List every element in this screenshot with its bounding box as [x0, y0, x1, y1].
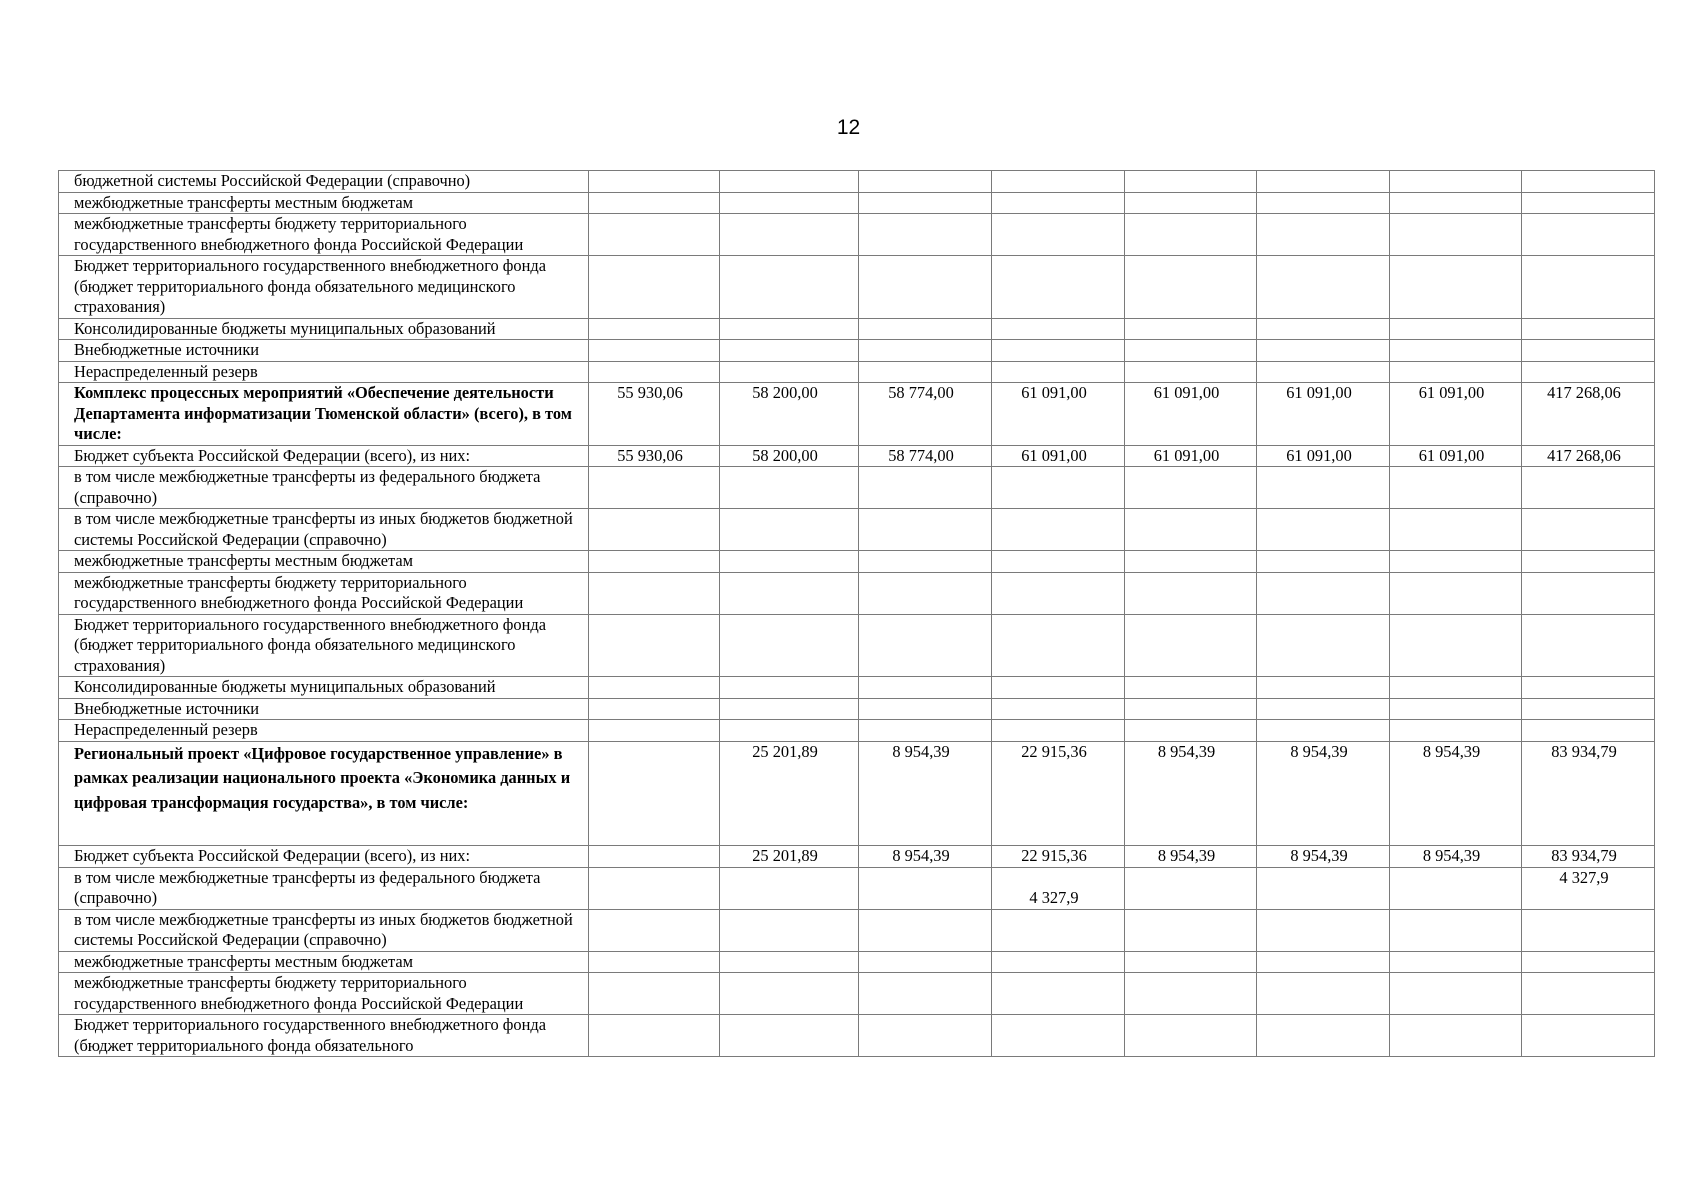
value-cell	[1390, 614, 1522, 677]
value-cell	[1125, 572, 1257, 614]
value-cell	[992, 192, 1125, 214]
value-cell: 55 930,06	[589, 383, 720, 446]
value-cell	[589, 741, 720, 846]
value-cell	[859, 318, 992, 340]
value-cell	[1257, 1015, 1390, 1057]
value-cell	[1257, 214, 1390, 256]
value-cell	[859, 171, 992, 193]
value-cell	[720, 551, 859, 573]
value-cell	[992, 572, 1125, 614]
value-cell	[1125, 340, 1257, 362]
value-cell	[1390, 467, 1522, 509]
table-row	[59, 467, 1655, 509]
value-cell: 22 915,36	[992, 846, 1125, 868]
value-cell: 83 934,79	[1522, 741, 1655, 846]
value-cell	[1390, 909, 1522, 951]
value-cell	[1125, 720, 1257, 742]
value-cell	[859, 192, 992, 214]
table-row	[59, 509, 1655, 551]
value-cell	[1390, 677, 1522, 699]
value-cell	[720, 973, 859, 1015]
value-cell	[1390, 318, 1522, 340]
value-cell	[720, 340, 859, 362]
value-cell	[859, 973, 992, 1015]
value-cell	[1257, 720, 1390, 742]
value-cell	[720, 867, 859, 909]
row-label: Бюджет территориального государственного внебюджетного фонда (бюджет территориального фонда обязательного	[59, 1015, 589, 1057]
row-label: Бюджет территориального государственного внебюджетного фонда (бюджет территориального фонда обязательного медицинского страхования)	[59, 256, 589, 319]
row-label: в том числе межбюджетные трансферты из федерального бюджета (справочно)	[59, 867, 589, 909]
value-cell	[1522, 192, 1655, 214]
value-cell	[589, 973, 720, 1015]
value-cell	[1125, 192, 1257, 214]
value-cell	[859, 256, 992, 319]
value-cell	[1522, 256, 1655, 319]
row-label: Внебюджетные источники	[59, 698, 589, 720]
value-cell	[720, 171, 859, 193]
table-row	[59, 951, 1655, 973]
value-cell	[1257, 509, 1390, 551]
value-cell	[720, 318, 859, 340]
value-cell	[1390, 214, 1522, 256]
value-cell	[859, 720, 992, 742]
value-cell	[1125, 467, 1257, 509]
value-cell	[1390, 951, 1522, 973]
value-cell	[992, 720, 1125, 742]
row-label: Региональный проект «Цифровое государственное управление» в рамках реализации национального проекта «Экономика данных и цифровая трансформация государства», в том числе:	[59, 741, 589, 846]
value-cell	[859, 951, 992, 973]
value-cell	[720, 1015, 859, 1057]
value-cell: 22 915,36	[992, 741, 1125, 846]
value-cell	[992, 1015, 1125, 1057]
value-cell	[1257, 614, 1390, 677]
value-cell	[1390, 867, 1522, 909]
value-cell	[1390, 973, 1522, 1015]
value-cell	[1125, 698, 1257, 720]
value-cell	[1522, 614, 1655, 677]
table-row	[59, 572, 1655, 614]
value-cell	[992, 677, 1125, 699]
value-cell	[1522, 698, 1655, 720]
value-cell	[992, 614, 1125, 677]
value-cell	[1125, 951, 1257, 973]
value-cell	[1390, 698, 1522, 720]
value-cell	[589, 340, 720, 362]
row-label: в том числе межбюджетные трансферты из иных бюджетов бюджетной системы Российской Федерации (справочно)	[59, 909, 589, 951]
value-cell	[992, 509, 1125, 551]
value-cell	[992, 214, 1125, 256]
table-body	[59, 171, 1655, 1057]
value-cell	[1522, 1015, 1655, 1057]
value-cell	[589, 951, 720, 973]
table-row	[59, 551, 1655, 573]
value-cell	[1522, 720, 1655, 742]
value-cell	[859, 509, 992, 551]
value-cell	[1390, 551, 1522, 573]
value-cell: 58 200,00	[720, 383, 859, 446]
value-cell	[720, 951, 859, 973]
value-cell	[589, 551, 720, 573]
value-cell	[1257, 256, 1390, 319]
page-number: 12	[836, 116, 861, 139]
table-row	[59, 867, 1655, 909]
value-cell	[1522, 318, 1655, 340]
row-label: Консолидированные бюджеты муниципальных образований	[59, 677, 589, 699]
table-row	[59, 361, 1655, 383]
value-cell	[1257, 551, 1390, 573]
value-cell: 61 091,00	[1390, 383, 1522, 446]
value-cell	[589, 171, 720, 193]
value-cell: 8 954,39	[1390, 741, 1522, 846]
row-label: бюджетной системы Российской Федерации (справочно)	[59, 171, 589, 193]
table-row	[59, 973, 1655, 1015]
value-cell	[992, 551, 1125, 573]
value-cell	[589, 192, 720, 214]
value-cell	[1125, 551, 1257, 573]
value-cell	[859, 361, 992, 383]
value-cell: 61 091,00	[1257, 445, 1390, 467]
value-cell	[1522, 171, 1655, 193]
value-cell	[1125, 361, 1257, 383]
row-label: в том числе межбюджетные трансферты из федерального бюджета (справочно)	[59, 467, 589, 509]
value-cell	[992, 361, 1125, 383]
value-cell	[1257, 171, 1390, 193]
value-cell	[1522, 340, 1655, 362]
value-cell: 58 774,00	[859, 445, 992, 467]
value-cell	[720, 720, 859, 742]
value-cell	[1390, 720, 1522, 742]
value-cell	[1522, 361, 1655, 383]
value-cell	[1125, 1015, 1257, 1057]
value-cell	[589, 698, 720, 720]
value-cell	[859, 214, 992, 256]
value-cell	[1257, 572, 1390, 614]
value-cell	[720, 214, 859, 256]
value-cell: 417 268,06	[1522, 383, 1655, 446]
value-cell	[1522, 509, 1655, 551]
table-row	[59, 256, 1655, 319]
value-cell: 25 201,89	[720, 846, 859, 868]
value-cell	[589, 214, 720, 256]
value-cell	[992, 867, 1125, 909]
value-cell	[589, 867, 720, 909]
table-row	[59, 909, 1655, 951]
value-cell	[992, 171, 1125, 193]
value-cell	[1390, 572, 1522, 614]
row-label: межбюджетные трансферты бюджету территориального государственного внебюджетного фонда Российской Федерации	[59, 572, 589, 614]
value-cell	[1522, 551, 1655, 573]
value-cell	[859, 1015, 992, 1057]
value-cell: 61 091,00	[992, 383, 1125, 446]
value-cell	[1125, 677, 1257, 699]
value-cell	[992, 909, 1125, 951]
value-cell: 417 268,06	[1522, 445, 1655, 467]
value-cell: 8 954,39	[1125, 741, 1257, 846]
table-row	[59, 445, 1655, 467]
row-label: межбюджетные трансферты бюджету территориального государственного внебюджетного фонда Российской Федерации	[59, 973, 589, 1015]
table-row	[59, 677, 1655, 699]
value-cell: 8 954,39	[859, 846, 992, 868]
value-cell: 61 091,00	[992, 445, 1125, 467]
value-cell	[1257, 361, 1390, 383]
value-cell	[992, 951, 1125, 973]
table-row	[59, 614, 1655, 677]
value-cell	[1125, 909, 1257, 951]
value-cell	[1390, 256, 1522, 319]
value-cell	[1522, 951, 1655, 973]
table-row	[59, 318, 1655, 340]
value-cell	[589, 361, 720, 383]
value-cell	[1522, 909, 1655, 951]
value-cell	[859, 614, 992, 677]
value-cell	[859, 551, 992, 573]
value-cell	[720, 256, 859, 319]
value-cell	[589, 909, 720, 951]
value-cell	[1390, 361, 1522, 383]
value-cell	[720, 698, 859, 720]
value-cell	[859, 467, 992, 509]
value-cell	[1390, 340, 1522, 362]
value-cell	[859, 909, 992, 951]
value-cell-text: 4 327,9	[1029, 887, 1079, 907]
value-cell	[1125, 509, 1257, 551]
value-cell	[992, 467, 1125, 509]
value-cell	[859, 698, 992, 720]
value-cell: 58 200,00	[720, 445, 859, 467]
value-cell	[1257, 867, 1390, 909]
row-label: Бюджет субъекта Российской Федерации (всего), из них:	[59, 846, 589, 868]
value-cell	[589, 318, 720, 340]
value-cell: 8 954,39	[1257, 846, 1390, 868]
value-cell	[992, 340, 1125, 362]
table-row	[59, 720, 1655, 742]
value-cell	[992, 318, 1125, 340]
row-label: Внебюджетные источники	[59, 340, 589, 362]
value-cell	[589, 467, 720, 509]
value-cell	[589, 1015, 720, 1057]
value-cell: 61 091,00	[1390, 445, 1522, 467]
value-cell	[1125, 214, 1257, 256]
value-cell	[1257, 973, 1390, 1015]
value-cell: 8 954,39	[1390, 846, 1522, 868]
table-row	[59, 214, 1655, 256]
value-cell: 61 091,00	[1125, 383, 1257, 446]
value-cell	[1257, 318, 1390, 340]
row-label: Бюджет территориального государственного внебюджетного фонда (бюджет территориального фонда обязательного медицинского страхования)	[59, 614, 589, 677]
row-label: межбюджетные трансферты местным бюджетам	[59, 951, 589, 973]
value-cell: 25 201,89	[720, 741, 859, 846]
value-cell	[589, 614, 720, 677]
table-row-section-header	[59, 741, 1655, 846]
value-cell: 8 954,39	[1257, 741, 1390, 846]
row-label: межбюджетные трансферты местным бюджетам	[59, 551, 589, 573]
value-cell	[1257, 951, 1390, 973]
value-cell	[720, 909, 859, 951]
row-label: межбюджетные трансферты местным бюджетам	[59, 192, 589, 214]
value-cell	[859, 867, 992, 909]
table-row	[59, 171, 1655, 193]
value-cell	[1522, 677, 1655, 699]
value-cell	[992, 698, 1125, 720]
value-cell	[720, 361, 859, 383]
value-cell	[1522, 572, 1655, 614]
value-cell	[1390, 1015, 1522, 1057]
table-row	[59, 846, 1655, 868]
row-label: Бюджет субъекта Российской Федерации (всего), из них:	[59, 445, 589, 467]
value-cell	[1522, 973, 1655, 1015]
row-label: Комплекс процессных мероприятий «Обеспечение деятельности Департамента информатизации Тюменской области» (всего), в том числе:	[59, 383, 589, 446]
value-cell: 4 327,9	[1522, 867, 1655, 909]
value-cell	[859, 677, 992, 699]
value-cell	[992, 973, 1125, 1015]
value-cell	[589, 846, 720, 868]
value-cell: 8 954,39	[859, 741, 992, 846]
value-cell	[859, 572, 992, 614]
value-cell	[1125, 614, 1257, 677]
value-cell	[589, 256, 720, 319]
value-cell	[720, 509, 859, 551]
value-cell	[1125, 256, 1257, 319]
value-cell	[859, 340, 992, 362]
value-cell	[720, 677, 859, 699]
value-cell	[992, 256, 1125, 319]
value-cell	[1257, 340, 1390, 362]
value-cell	[589, 509, 720, 551]
value-cell	[720, 614, 859, 677]
table-row	[59, 340, 1655, 362]
value-cell: 8 954,39	[1125, 846, 1257, 868]
row-label: Консолидированные бюджеты муниципальных образований	[59, 318, 589, 340]
value-cell	[1522, 214, 1655, 256]
table-row	[59, 698, 1655, 720]
value-cell	[589, 720, 720, 742]
budget-table	[58, 170, 1655, 1057]
value-cell: 58 774,00	[859, 383, 992, 446]
value-cell: 61 091,00	[1257, 383, 1390, 446]
value-cell	[589, 677, 720, 699]
value-cell	[1257, 677, 1390, 699]
value-cell	[1125, 171, 1257, 193]
value-cell	[1125, 867, 1257, 909]
row-label: в том числе межбюджетные трансферты из иных бюджетов бюджетной системы Российской Федерации (справочно)	[59, 509, 589, 551]
value-cell: 83 934,79	[1522, 846, 1655, 868]
value-cell: 55 930,06	[589, 445, 720, 467]
value-cell	[1390, 171, 1522, 193]
value-cell	[1257, 909, 1390, 951]
value-cell	[720, 467, 859, 509]
table-row-section-header	[59, 383, 1655, 446]
value-cell: 61 091,00	[1125, 445, 1257, 467]
value-cell	[720, 572, 859, 614]
table-row	[59, 192, 1655, 214]
value-cell	[1125, 318, 1257, 340]
value-cell	[589, 572, 720, 614]
row-label: межбюджетные трансферты бюджету территориального государственного внебюджетного фонда Российской Федерации	[59, 214, 589, 256]
table-row	[59, 1015, 1655, 1057]
value-cell	[1390, 192, 1522, 214]
value-cell	[1257, 698, 1390, 720]
row-label: Нераспределенный резерв	[59, 720, 589, 742]
value-cell	[1522, 467, 1655, 509]
row-label: Нераспределенный резерв	[59, 361, 589, 383]
value-cell	[720, 192, 859, 214]
value-cell	[1257, 467, 1390, 509]
value-cell	[1125, 973, 1257, 1015]
value-cell	[1390, 509, 1522, 551]
value-cell	[1257, 192, 1390, 214]
